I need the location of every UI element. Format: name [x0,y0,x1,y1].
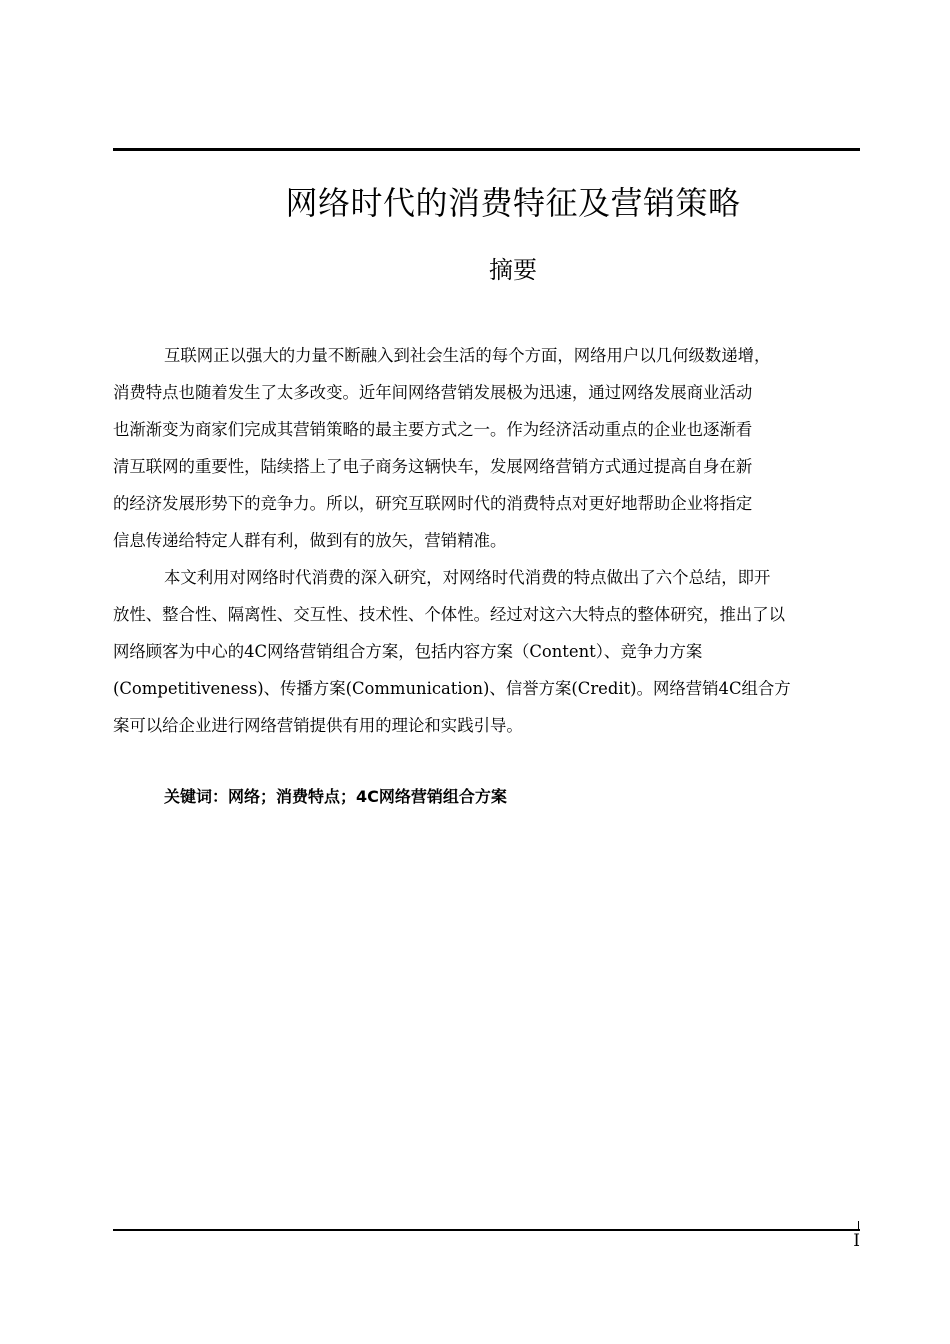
header-rule [113,148,860,151]
paragraph-line: 案可以给企业进行网络营销提供有用的理论和实践引导。 [113,716,523,735]
abstract-body [113,337,860,744]
paragraph-line: 网络顾客为中心的4C网络营销组合方案，包括内容方案（Content）、竞争力方案 [113,642,703,661]
paragraph-line: 也渐渐变为商家们完成其营销策略的最主要方式之一。作为经济活动重点的企业也逐渐看 [113,420,753,439]
paragraph-line: 互联网正以强大的力量不断融入到社会生活的每个方面，网络用户以几何级数递增， [164,346,771,365]
keywords-line: 关键词：网络；消费特点；4C网络营销组合方案 [164,787,507,806]
paragraph-line: 本文利用对网络时代消费的深入研究，对网络时代消费的特点做出了六个总结，即开 [164,568,771,587]
abstract-paragraph-2 [113,559,860,744]
paragraph-line: 清互联网的重要性，陆续搭上了电子商务这辆快车，发展网络营销方式通过提高自身在新 [113,457,753,476]
paragraph-line: (Competitiveness)、传播方案(Communication)、信誉方案(Credit)。网络营销4C组合方 [113,679,791,698]
footer-rule [113,1229,860,1231]
paragraph-line: 放性、整合性、隔离性、交互性、技术性、个体性。经过对这六大特点的整体研究，推出了以 [113,605,786,624]
abstract-heading: 摘要 [489,256,537,284]
document-title: 网络时代的消费特征及营销策略 [285,184,741,222]
paragraph-line: 消费特点也随着发生了太多改变。近年间网络营销发展极为迅速，通过网络发展商业活动 [113,383,753,402]
paragraph-line: 信息传递给特定人群有利，做到有的放矢，营销精准。 [113,531,507,550]
page-number: I [853,1231,860,1251]
abstract-paragraph-1 [113,337,860,559]
paragraph-line: 的经济发展形势下的竞争力。所以，研究互联网时代的消费特点对更好地帮助企业将指定 [113,494,753,513]
